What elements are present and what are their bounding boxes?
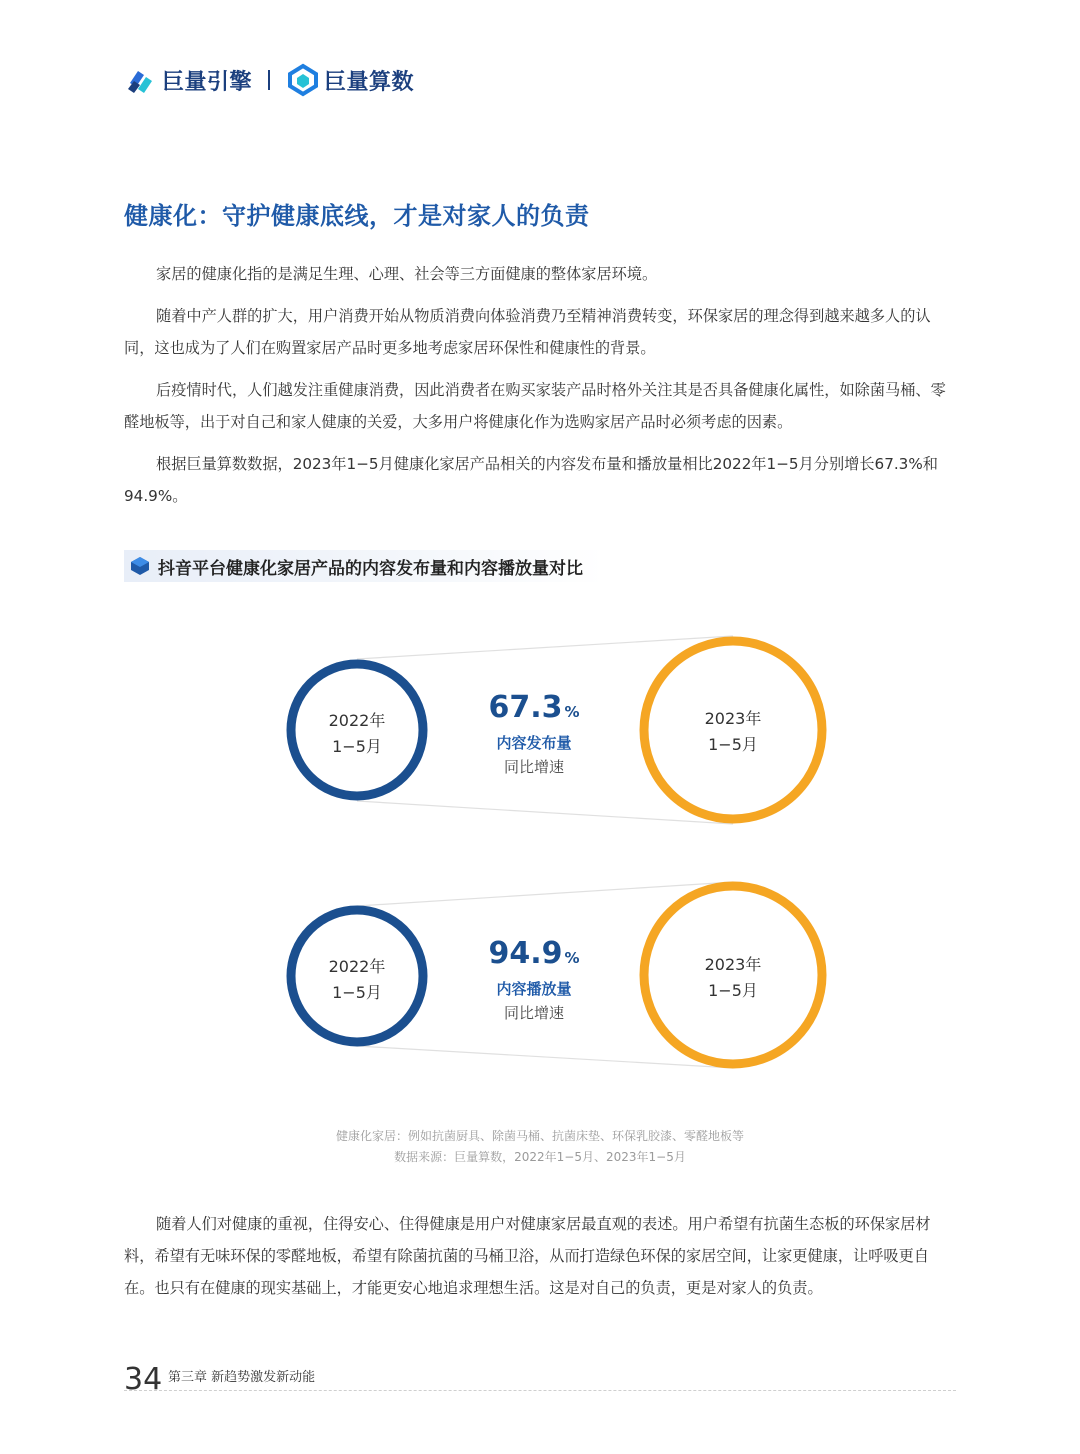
ring-2022-year: 2022年 (328, 711, 386, 730)
ring-2023 (644, 641, 822, 819)
ring-2022 (291, 910, 423, 1042)
footer-divider (124, 1390, 956, 1391)
growth-unit: % (564, 949, 580, 967)
closing-paragraph: 随着人们对健康的重视，住得安心、住得健康是用户对健康家居最直观的表述。用户希望有抗菌生态板的环保家居材料，希望有无味环保的零醛地板，希望有除菌抗菌的马桶卫浴，从而打造绿色环保的家居空间，让家更健康，让呼吸更自在。也只有在健康的现实基础上，才能更安心地追求理想生活。这是对自己的负责，更是对家人的负责。 (124, 1215, 931, 1297)
comparison-graphic (0, 600, 1080, 1100)
suanshu-logo-icon (286, 63, 320, 97)
ring-2023-year: 2023年 (704, 709, 762, 728)
growth-label: 同比增速 (503, 1004, 565, 1022)
chapter-label: 第三章 新趋势激发新动能 (168, 1370, 316, 1385)
page-number: 34 (124, 1362, 163, 1397)
comparison-content-posts (291, 636, 822, 824)
growth-number: 67.3 (488, 690, 563, 725)
paragraph: 家居的健康化指的是满足生理、心理、社会等三方面健康的整体家居环境。 (156, 265, 658, 283)
closing-section (124, 1208, 956, 1314)
header (124, 58, 414, 102)
paragraph: 随着中产人群的扩大，用户消费开始从物质消费向体验消费乃至精神消费转变，环保家居的理念得到越来越多人的认同，这也成为了人们在购置家居产品时更多地考虑家居环保性和健康性的背景。 (124, 307, 931, 357)
ring-2022-year: 2022年 (328, 957, 386, 976)
cube-icon (130, 556, 150, 576)
metric-label: 内容播放量 (496, 980, 572, 998)
growth-value (488, 936, 579, 971)
paragraph: 后疫情时代，人们越发注重健康消费，因此消费者在购买家装产品时格外关注其是否具备健康化属性，如除菌马桶、零醛地板等，出于对自己和家人健康的关爱，大多用户将健康化作为选购家居产品时必须考虑的因素。 (124, 381, 946, 431)
ocean-engine-logo-icon (124, 63, 158, 97)
brand-ocean-engine: 巨量引擎 (162, 69, 253, 95)
brand-suanshu: 巨量算数 (324, 69, 415, 95)
metric-label: 内容发布量 (496, 734, 572, 752)
ring-2022-period: 1−5月 (332, 737, 382, 756)
growth-number: 94.9 (488, 936, 563, 971)
intro-paragraphs (124, 258, 956, 522)
comparison-content-views (291, 882, 822, 1068)
growth-value (488, 690, 579, 725)
figure-notes (0, 1126, 1080, 1168)
section-title: 抖音平台健康化家居产品的内容发布量和内容播放量对比 (158, 559, 583, 579)
ring-2023 (644, 886, 822, 1064)
ring-2023-period: 1−5月 (708, 735, 758, 754)
growth-unit: % (564, 703, 580, 721)
page-title: 健康化：守护健康底线，才是对家人的负责 (124, 202, 590, 230)
ring-2023-period: 1−5月 (708, 981, 758, 1000)
paragraph: 根据巨量算数数据，2023年1−5月健康化家居产品相关的内容发布量和播放量相比2022年1−5月分别增长67.3%和94.9%。 (124, 455, 938, 505)
brand-divider (268, 70, 270, 90)
ring-2022 (291, 664, 423, 796)
ring-2023-year: 2023年 (704, 955, 762, 974)
source-note: 数据来源：巨量算数，2022年1−5月、2023年1−5月 (394, 1150, 686, 1164)
ring-2022-period: 1−5月 (332, 983, 382, 1002)
definition-note: 健康化家居：例如抗菌厨具、除菌马桶、抗菌床垫、环保乳胶漆、零醛地板等 (335, 1129, 744, 1143)
growth-label: 同比增速 (503, 758, 565, 776)
